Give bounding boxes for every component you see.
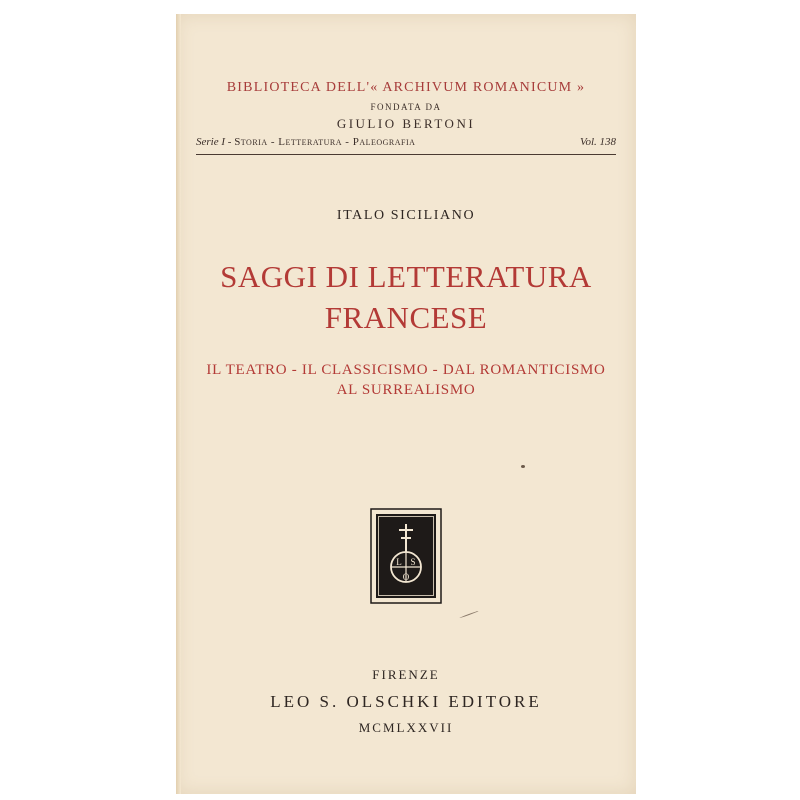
mark-letter-o: O <box>402 572 410 582</box>
series-prefix: Serie I - <box>196 136 235 148</box>
founder-name: GIULIO BERTONI <box>336 116 476 131</box>
series-title: BIBLIOTECA DELL'« ARCHIVUM ROMANICUM » <box>226 80 586 95</box>
imprint-publisher: LEO S. OLSCHKI EDITORE <box>270 692 542 711</box>
volume-number: Vol. 138 <box>579 136 616 148</box>
imprint-year: MCMLXXVII <box>358 720 454 735</box>
paper-scratch <box>459 611 478 619</box>
author-name: ITALO SICILIANO <box>336 208 476 223</box>
paper-speck <box>521 465 525 468</box>
series-info <box>196 136 415 148</box>
imprint-city: FIRENZE <box>372 667 440 682</box>
mark-letter-l: L <box>396 557 402 567</box>
publisher-mark-icon <box>370 508 442 604</box>
book-title-line-1: SAGGI DI LETTERATURA <box>220 259 592 294</box>
series-subjects: Storia - Letteratura - Paleografia <box>234 136 416 148</box>
header-divider <box>196 154 616 155</box>
subtitle-line-1: IL TEATRO - IL CLASSICISMO - DAL ROMANTICISMO <box>206 362 606 378</box>
series-line <box>196 136 616 148</box>
mark-letter-s: S <box>410 557 416 567</box>
book-cover <box>176 14 636 794</box>
book-title-line-2: FRANCESE <box>324 300 488 335</box>
subtitle-line-2: AL SURREALISMO <box>336 382 476 398</box>
founded-label: FONDATA DA <box>370 102 442 112</box>
